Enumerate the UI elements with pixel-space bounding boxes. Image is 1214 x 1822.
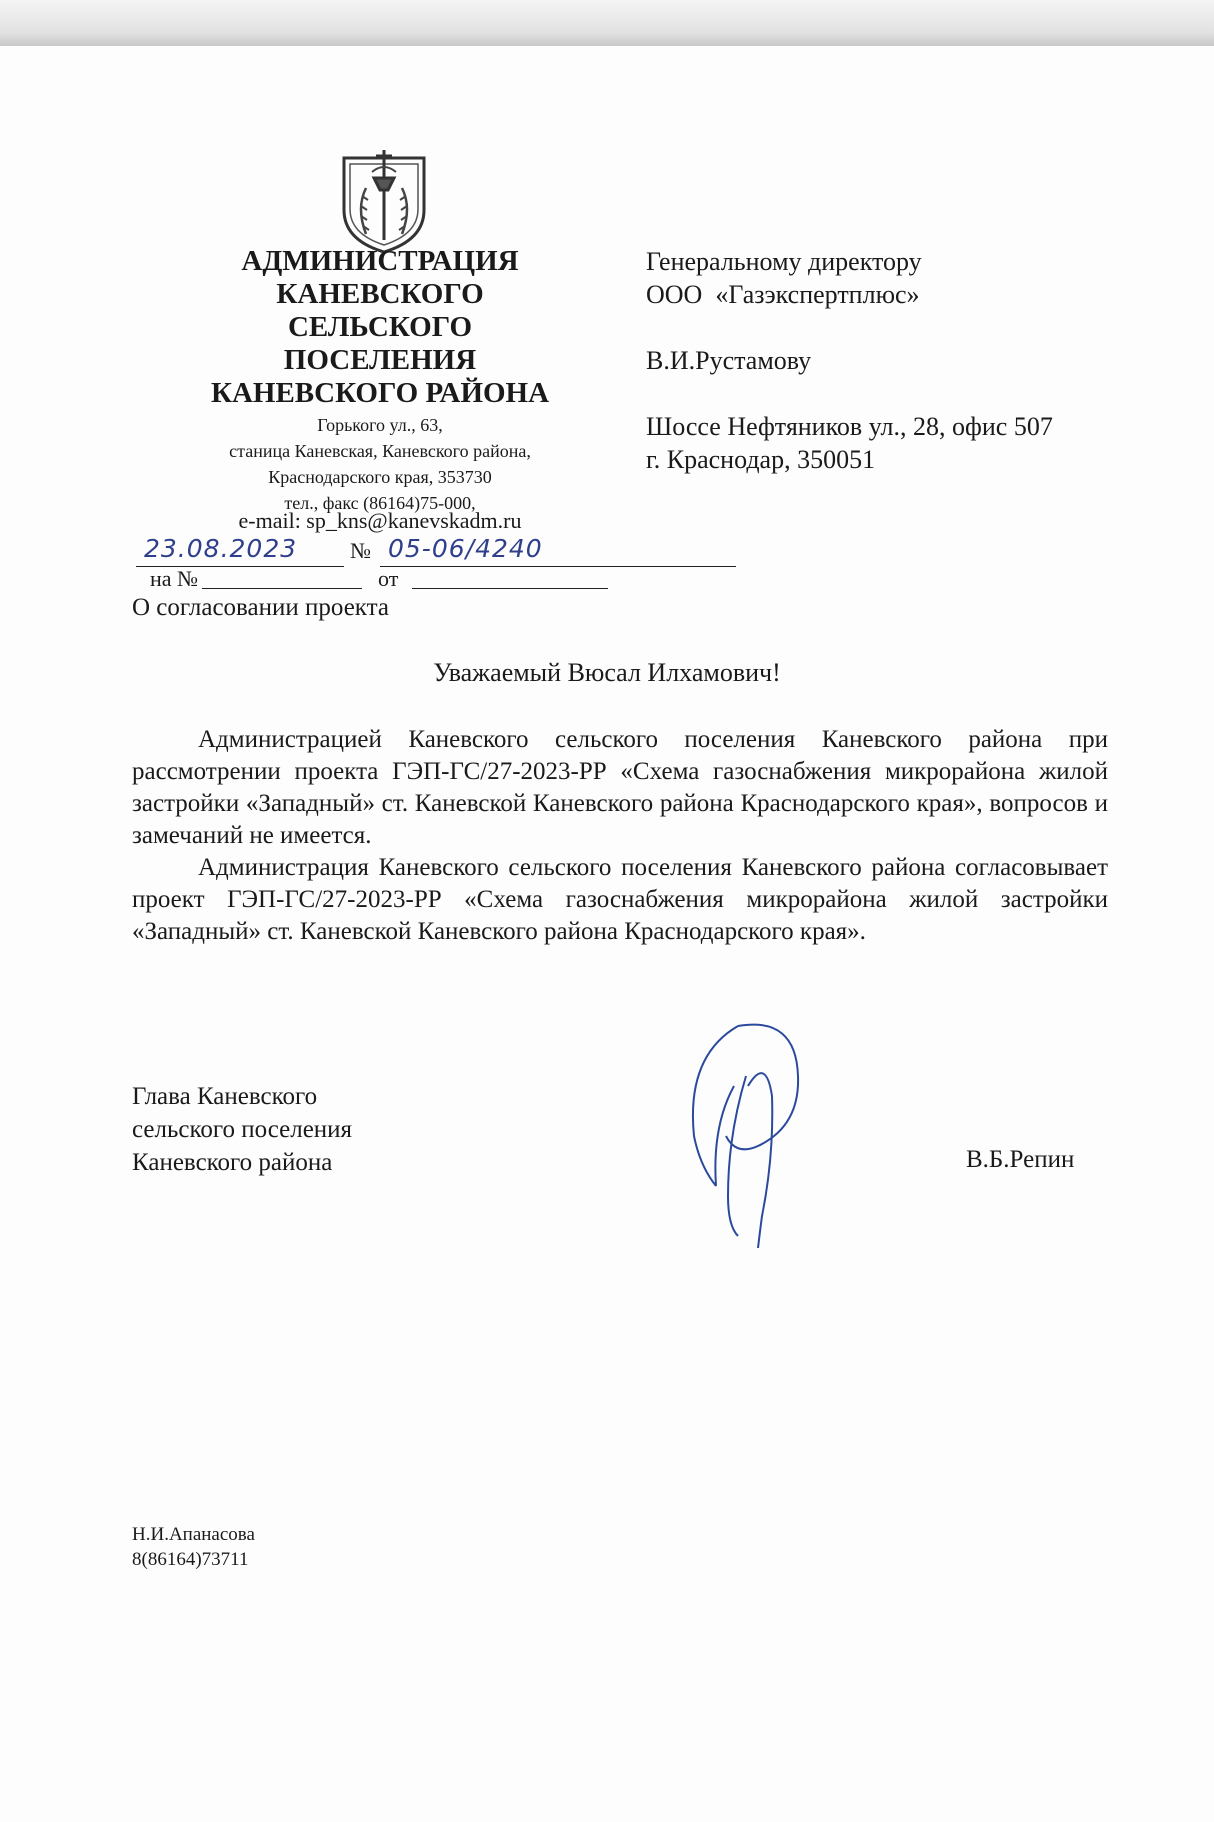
addressee-city: г. Краснодар, 350051 [646,445,876,474]
letter-body [132,724,1108,948]
handwritten-signature [676,1016,826,1252]
number-label: № [350,538,371,563]
body-paragraph: Администрация Каневского сельского поселения Каневского района согласовывает проект ГЭП-ГС/27-2023-РР «Схема газоснабжения микрорайона жилой застройки «Западный» ст. Каневской Каневского района Краснодарского края». [132,854,1108,945]
addressee-company: ООО «Газэкспертплюс» [646,280,920,309]
signatory-title [132,1080,352,1179]
org-name-line: ПОСЕЛЕНИЯ [283,344,477,376]
addressee-street: Шоссе Нефтяников ул., 28, офис 507 [646,412,1053,441]
outgoing-reference [130,532,610,566]
signatory-title-line: сельского поселения [132,1116,353,1143]
addressee-position: Генеральному директору [646,247,922,276]
signatory-title-line: Глава Каневского [132,1083,318,1110]
address-line: станица Каневская, Каневского района, [229,441,531,461]
salutation: Уважаемый Вюсал Илхамович! [433,658,781,687]
handwritten-date: 23.08.2023 [144,534,298,563]
org-name-line: СЕЛЬСКОГО [287,311,473,343]
reply-reference [150,566,610,596]
signatory-name: В.Б.Репин [966,1146,1075,1173]
number-field [380,532,736,567]
from-label: от [378,566,399,591]
executor-phone: 8(86164)73711 [132,1549,249,1570]
reply-to-label: на № [150,566,199,591]
org-name-line: КАНЕВСКОГО [276,278,484,310]
organization-email: e-mail: sp_kns@kanevskadm.ru [238,508,522,533]
signatory-title-line: Каневского района [132,1149,333,1176]
address-line: Краснодарского края, 353730 [268,467,492,487]
organization-address [180,412,580,516]
org-name-line: КАНЕВСКОГО РАЙОНА [210,377,550,409]
body-paragraph: Администрацией Каневского сельского поселения Каневского района при рассмотрении проекта ГЭП-ГС/27-2023-РР «Схема газоснабжения микрорайона жилой застройки «Западный» ст. Каневской Каневского района Краснодарского края», вопросов и замечаний не имеется. [132,726,1108,849]
reply-date-blank [412,588,608,589]
executor-info [132,1522,255,1572]
addressee-block [646,245,1116,476]
address-line: Горького ул., 63, [317,415,443,435]
letter-subject: О согласовании проекта [132,594,389,621]
handwritten-number: 05-06/4240 [388,534,543,563]
address-line: тел., факс (86164)75-000, [284,493,476,513]
date-field [136,532,344,567]
org-name-line: АДМИНИСТРАЦИЯ [241,245,519,277]
reply-number-blank [202,588,362,589]
executor-name: Н.И.Апанасова [132,1524,255,1545]
coat-of-arms-icon [336,148,432,256]
organization-name [180,245,580,410]
scan-shadow-edge [0,0,1214,46]
addressee-name: В.И.Рустамову [646,346,812,375]
